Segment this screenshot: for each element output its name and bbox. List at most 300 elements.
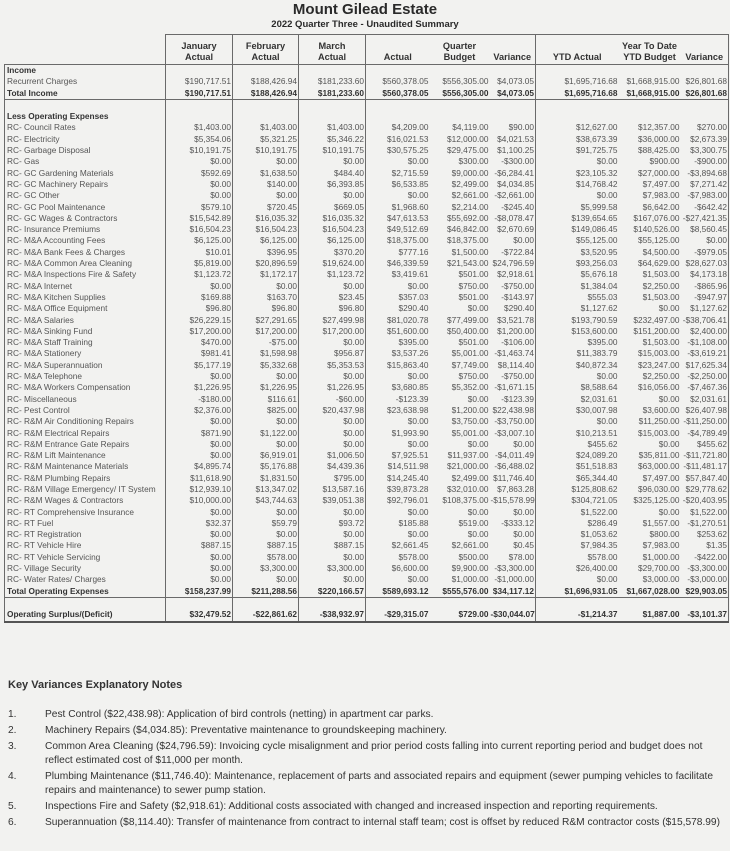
- row-value: $51,518.83: [575, 461, 618, 472]
- row-value: $578.00: [398, 551, 429, 562]
- row-value: $0.00: [596, 574, 618, 585]
- row-value: -$20,403.95: [681, 495, 729, 506]
- row-value: -$2,661.00: [490, 190, 536, 201]
- row-value: -$4,011.49: [490, 450, 536, 461]
- row-value: $1,598.98: [233, 348, 299, 359]
- blank-header: [5, 35, 166, 65]
- table-row: [5, 360, 729, 371]
- row-value: $29,778.62: [681, 484, 729, 495]
- row-value: $77,499.00: [446, 314, 489, 325]
- row-label: RC- GC Gardening Materials: [5, 168, 166, 179]
- row-value: $27,499.98: [299, 315, 366, 326]
- row-value: [490, 65, 536, 77]
- row-value: $3,419.61: [391, 269, 429, 280]
- row-value: $96,030.00: [637, 483, 680, 494]
- row-value: -$3,300.00: [490, 563, 536, 574]
- row-value: $1,503.00: [642, 337, 680, 348]
- row-value: $900.00: [649, 156, 680, 167]
- row-value: $1,226.95: [233, 382, 299, 393]
- row-value: $12,939.10: [166, 484, 233, 495]
- row-value: $46,339.59: [386, 258, 429, 269]
- row-value: $1,006.50: [299, 450, 366, 461]
- row-value: $0.00: [299, 337, 366, 348]
- row-value: $4,073.05: [490, 88, 536, 100]
- row-label: [5, 99, 166, 111]
- operating-surplus-row: [5, 609, 729, 621]
- row-value: $578.00: [233, 552, 299, 563]
- row-value: $3,521.78: [490, 315, 536, 326]
- row-label: RC- Insurance Premiums: [5, 224, 166, 235]
- row-value: $34,117.12: [490, 586, 536, 598]
- row-value: [681, 111, 729, 122]
- row-value: $24,796.59: [490, 258, 536, 269]
- row-value: $500.00: [458, 551, 489, 562]
- row-value: -$4,789.49: [681, 428, 729, 439]
- row-value: $0.00: [407, 156, 429, 167]
- table-row: [5, 76, 729, 87]
- row-label: RC- M&A Inspections Fire & Safety: [5, 269, 166, 280]
- table-row: [5, 405, 729, 416]
- row-value: $5,177.19: [166, 360, 233, 371]
- row-label: RC- R&M Electrical Repairs: [5, 428, 166, 439]
- row-value: -$143.97: [490, 292, 536, 303]
- row-value: $153,600.00: [571, 325, 618, 336]
- row-value: $6,125.00: [299, 235, 366, 246]
- row-value: $96.80: [166, 303, 233, 314]
- note-number: 1.: [8, 709, 17, 720]
- row-value: $2,499.00: [451, 472, 489, 483]
- row-value: $5,346.22: [299, 134, 366, 145]
- row-value: $20,896.59: [233, 258, 299, 269]
- row-value: $2,670.69: [490, 224, 536, 235]
- row-value: $0.00: [490, 235, 536, 246]
- row-label: RC- M&A Internet: [5, 281, 166, 292]
- row-value: $149,086.45: [571, 224, 618, 235]
- row-value: -$6,284.41: [490, 168, 536, 179]
- col-header-ytd-actual: YTD Actual: [536, 35, 619, 65]
- row-value: -$2,250.00: [681, 371, 729, 382]
- note-text: Inspections Fire and Safety ($2,918.61): Additional costs associated with changed and increased inspection and reporting requirements.: [45, 800, 658, 812]
- row-value: $151,200.00: [633, 325, 680, 336]
- row-value: $0.00: [299, 529, 366, 540]
- row-value: -$900.00: [681, 156, 729, 167]
- row-value: $181,233.60: [299, 88, 366, 100]
- row-value: $6,919.01: [233, 450, 299, 461]
- row-value: $0.00: [233, 507, 299, 518]
- row-label: RC- GC Other: [5, 190, 166, 201]
- table-row: [5, 473, 729, 484]
- row-value: $1,053.62: [580, 529, 618, 540]
- row-label: RC- Garbage Disposal: [5, 145, 166, 156]
- spacer-row: [5, 99, 729, 111]
- row-value: $7,925.51: [391, 450, 429, 461]
- col-header-q-budget: Quarter Budget: [430, 35, 490, 65]
- row-value: -$3,007.10: [490, 428, 536, 439]
- note-text: Pest Control ($22,438.98): Application of bird controls (netting) in apartment car parks.: [45, 709, 434, 720]
- row-value: $2,400.00: [681, 326, 729, 337]
- row-value: [166, 99, 233, 111]
- row-value: $0.00: [299, 156, 366, 167]
- table-row: [5, 235, 729, 246]
- row-label: RC- GC Pool Maintenance: [5, 202, 166, 213]
- row-value: -$38,706.41: [681, 315, 729, 326]
- table-row: [5, 495, 729, 506]
- row-value: -$979.05: [681, 247, 729, 258]
- notes-heading: Key Variances Explanatory Notes: [8, 679, 183, 691]
- row-value: $750.00: [458, 371, 489, 382]
- row-value: $158,237.99: [166, 586, 233, 598]
- row-value: $32.37: [166, 518, 233, 529]
- row-value: $3,750.00: [451, 416, 489, 427]
- row-value: [619, 111, 681, 122]
- row-value: $1,968.60: [391, 201, 429, 212]
- row-value: $96.80: [233, 303, 299, 314]
- row-value: $28,627.03: [681, 258, 729, 269]
- table-row: [5, 461, 729, 472]
- row-value: $887.15: [166, 540, 233, 551]
- row-value: $0.00: [299, 507, 366, 518]
- row-value: $556,305.00: [430, 88, 490, 100]
- row-value: [430, 99, 490, 111]
- note-text: Common Area Cleaning ($24,796.59): Invoicing cycle misalignment and prior period costs falling into current reporting period and budget does not reflect estimated cost of $11,000 per month.: [45, 740, 703, 766]
- row-value: -$7,467.36: [681, 382, 729, 393]
- row-value: -$750.00: [490, 371, 536, 382]
- row-value: $455.62: [587, 438, 618, 449]
- note-text: Machinery Repairs ($4,034.85): Preventative maintenance to groundskeeping machinery.: [45, 724, 447, 736]
- row-value: -$422.00: [681, 552, 729, 563]
- row-value: $0.00: [166, 439, 233, 450]
- row-value: $12,627.00: [575, 122, 618, 133]
- row-value: $0.00: [166, 450, 233, 461]
- row-value: [490, 597, 536, 609]
- row-value: -$106.00: [490, 337, 536, 348]
- row-value: $6,642.00: [642, 201, 680, 212]
- total-income-row: [5, 88, 729, 100]
- section-header-income: [5, 65, 729, 77]
- row-value: $578.00: [587, 551, 618, 562]
- row-value: $18,375.00: [386, 235, 429, 246]
- row-value: $16,021.53: [386, 133, 429, 144]
- row-value: $1,384.04: [580, 280, 618, 291]
- table-row: [5, 371, 729, 382]
- row-value: $1,887.00: [619, 609, 681, 621]
- row-value: $21,543.00: [446, 258, 489, 269]
- table-row: [5, 269, 729, 280]
- row-value: $396.95: [233, 247, 299, 258]
- row-value: $11,937.00: [447, 450, 489, 461]
- row-value: $1,695,716.68: [564, 76, 618, 87]
- row-value: $23,247.00: [637, 359, 680, 370]
- row-label: RC- RT Registration: [5, 529, 166, 540]
- table-row: [5, 563, 729, 574]
- row-value: $139,654.65: [571, 212, 618, 223]
- row-value: $15,003.00: [637, 348, 680, 359]
- row-value: -$3,000.00: [681, 574, 729, 585]
- row-label: Recurrent Charges: [5, 76, 166, 87]
- row-value: $13,347.02: [233, 484, 299, 495]
- row-value: $232,497.00: [633, 314, 680, 325]
- table-row: [5, 348, 729, 359]
- row-value: -$947.97: [681, 292, 729, 303]
- row-value: $0.00: [299, 552, 366, 563]
- row-value: $14,245.40: [386, 472, 429, 483]
- row-value: -$3,300.00: [681, 563, 729, 574]
- row-value: $956.87: [299, 348, 366, 359]
- row-value: $795.00: [299, 473, 366, 484]
- row-value: $0.00: [233, 371, 299, 382]
- row-value: $29,903.05: [681, 586, 729, 598]
- row-value: $0.00: [299, 574, 366, 585]
- row-label: RC- R&M Entrance Gate Repairs: [5, 439, 166, 450]
- row-value: $0.00: [233, 156, 299, 167]
- row-value: $16,504.23: [166, 224, 233, 235]
- row-value: $18,375.00: [446, 235, 489, 246]
- row-value: $185.88: [398, 517, 429, 528]
- row-label: RC- M&A Superannuation: [5, 360, 166, 371]
- row-value: $455.62: [681, 439, 729, 450]
- row-value: $140.00: [233, 179, 299, 190]
- row-value: $5,354.06: [166, 134, 233, 145]
- row-value: $5,819.00: [166, 258, 233, 269]
- report-subtitle: 2022 Quarter Three - Unaudited Summary: [271, 19, 459, 30]
- row-value: $2,031.61: [681, 394, 729, 405]
- row-value: $1,403.00: [233, 122, 299, 133]
- section-header-expenses: [5, 111, 729, 122]
- row-value: [299, 597, 366, 609]
- table-row: [5, 156, 729, 167]
- row-label: RC- M&A Accounting Fees: [5, 235, 166, 246]
- row-value: $4,895.74: [166, 461, 233, 472]
- row-label: RC- RT Comprehensive Insurance: [5, 507, 166, 518]
- row-value: $23,638.98: [386, 404, 429, 415]
- row-value: $5,999.58: [580, 201, 618, 212]
- row-value: $5,321.25: [233, 134, 299, 145]
- row-value: $16,504.23: [299, 224, 366, 235]
- row-label: RC- Electricity: [5, 134, 166, 145]
- row-label: Operating Surplus/(Deficit): [5, 609, 166, 621]
- table-row: [5, 190, 729, 201]
- row-value: $2,250.00: [642, 371, 680, 382]
- row-value: $1,127.62: [681, 303, 729, 314]
- table-row: [5, 540, 729, 551]
- table-row: [5, 337, 729, 348]
- row-value: $90.00: [490, 122, 536, 133]
- row-value: $887.15: [299, 540, 366, 551]
- row-value: $108,375.00: [442, 495, 489, 506]
- row-value: [536, 597, 619, 609]
- row-value: $6,125.00: [233, 235, 299, 246]
- row-value: $7,984.35: [580, 540, 618, 551]
- row-value: $2,214.00: [451, 201, 489, 212]
- note-item: [8, 800, 723, 814]
- row-value: $484.40: [299, 168, 366, 179]
- row-value: $4,209.00: [391, 122, 429, 133]
- row-value: $1.35: [681, 540, 729, 551]
- table-row: [5, 428, 729, 439]
- row-label: RC- RT Fuel: [5, 518, 166, 529]
- row-value: $14,511.98: [387, 461, 429, 472]
- row-value: $16,035.32: [299, 213, 366, 224]
- row-value: [233, 65, 299, 77]
- row-value: $0.00: [658, 393, 680, 404]
- row-value: $3,600.00: [642, 404, 680, 415]
- row-label: RC- GC Machinery Repairs: [5, 179, 166, 190]
- row-label: RC- M&A Sinking Fund: [5, 326, 166, 337]
- row-value: [233, 99, 299, 111]
- table-row: [5, 247, 729, 258]
- row-label: RC- R&M Wages & Contractors: [5, 495, 166, 506]
- row-value: $589,693.12: [366, 586, 430, 598]
- row-value: $0.00: [467, 303, 489, 314]
- table-row: [5, 179, 729, 190]
- row-value: $501.00: [458, 291, 489, 302]
- row-value: $0.00: [490, 529, 536, 540]
- row-value: $729.00: [430, 609, 490, 621]
- row-value: -$1,270.51: [681, 518, 729, 529]
- row-value: $36,000.00: [637, 133, 680, 144]
- row-value: $78.00: [490, 552, 536, 563]
- row-value: [681, 99, 729, 111]
- row-value: $395.00: [398, 337, 429, 348]
- row-value: $10,191.75: [166, 145, 233, 156]
- row-value: -$1,000.00: [490, 574, 536, 585]
- row-value: -$6,488.02: [490, 461, 536, 472]
- row-value: $0.00: [233, 190, 299, 201]
- note-number: 2.: [8, 724, 17, 736]
- row-value: $27,000.00: [637, 167, 680, 178]
- spacer-row: [5, 597, 729, 609]
- row-label: RC- GC Wages & Contractors: [5, 213, 166, 224]
- row-value: $5,176.88: [233, 461, 299, 472]
- row-value: $0.00: [166, 190, 233, 201]
- column-header-row: [5, 35, 729, 65]
- table-row: [5, 315, 729, 326]
- row-value: $0.00: [407, 506, 429, 517]
- row-value: $1,403.00: [299, 122, 366, 133]
- row-value: $2,715.59: [391, 167, 429, 178]
- row-value: $3,000.00: [642, 574, 680, 585]
- row-value: $7,983.00: [642, 190, 680, 201]
- row-value: $8,114.40: [490, 360, 536, 371]
- col-header-ytd-budget: Year To Date YTD Budget: [619, 35, 681, 65]
- row-value: -$11,721.80: [681, 450, 729, 461]
- row-value: -$1,214.37: [536, 609, 619, 621]
- row-value: $7,863.28: [490, 484, 536, 495]
- row-value: $1,226.95: [299, 382, 366, 393]
- row-value: $10,000.00: [166, 495, 233, 506]
- row-value: $501.00: [458, 269, 489, 280]
- table-row: [5, 529, 729, 540]
- row-value: $65,344.40: [575, 472, 618, 483]
- notes-list: [8, 708, 723, 831]
- row-value: $0.00: [166, 371, 233, 382]
- row-value: $3,300.00: [233, 563, 299, 574]
- row-value: $0.00: [299, 190, 366, 201]
- row-value: $35,811.00: [638, 450, 680, 461]
- row-value: $0.00: [166, 179, 233, 190]
- row-value: -$7,983.00: [681, 190, 729, 201]
- row-value: $7,983.00: [642, 540, 680, 551]
- row-value: $55,125.00: [575, 235, 618, 246]
- row-value: [233, 111, 299, 122]
- col-header-q-variance: Variance: [490, 35, 536, 65]
- table-row: [5, 507, 729, 518]
- row-value: $19,624.00: [299, 258, 366, 269]
- row-value: $0.00: [299, 371, 366, 382]
- row-value: $8,588.64: [580, 382, 618, 393]
- row-value: -$300.00: [490, 156, 536, 167]
- row-value: $188,426.94: [233, 88, 299, 100]
- row-value: $0.00: [596, 416, 618, 427]
- row-value: $43,744.63: [233, 495, 299, 506]
- col-header-jan: January Actual: [166, 35, 233, 65]
- row-value: $15,542.89: [166, 213, 233, 224]
- row-value: $14,768.42: [575, 178, 618, 189]
- row-value: $325,125.00: [633, 495, 680, 506]
- table-row: [5, 224, 729, 235]
- row-value: $93.72: [299, 518, 366, 529]
- row-value: -$180.00: [166, 394, 233, 405]
- row-value: $15,863.40: [386, 359, 429, 370]
- row-value: $1,668,915.00: [626, 76, 680, 87]
- note-item: [8, 740, 723, 769]
- row-value: $96.80: [299, 303, 366, 314]
- row-value: $9,000.00: [451, 167, 489, 178]
- row-label: [5, 597, 166, 609]
- note-item: [8, 770, 723, 799]
- row-value: $4,021.53: [490, 134, 536, 145]
- row-value: $26,801.68: [681, 88, 729, 100]
- row-value: $190,717.51: [166, 88, 233, 100]
- row-value: $10,191.75: [299, 145, 366, 156]
- row-value: $16,056.00: [637, 382, 680, 393]
- row-value: $88,425.00: [637, 145, 680, 156]
- row-value: $0.00: [233, 439, 299, 450]
- row-value: $0.00: [166, 529, 233, 540]
- row-value: $0.00: [299, 281, 366, 292]
- row-value: $1,503.00: [642, 269, 680, 280]
- row-value: $23,105.32: [575, 167, 618, 178]
- row-value: -$8,078.47: [490, 213, 536, 224]
- row-value: $16,504.23: [233, 224, 299, 235]
- row-value: $2,250.00: [642, 280, 680, 291]
- row-value: $163.70: [233, 292, 299, 303]
- row-value: $1,200.00: [451, 404, 489, 415]
- row-value: $91,725.75: [575, 145, 618, 156]
- row-value: $39,873.28: [386, 483, 429, 494]
- row-value: [166, 111, 233, 122]
- row-value: $47,613.53: [386, 212, 429, 223]
- table-row: [5, 281, 729, 292]
- row-value: $0.00: [658, 438, 680, 449]
- table-row: [5, 574, 729, 585]
- row-value: $1,557.00: [642, 517, 680, 528]
- row-value: $59.79: [233, 518, 299, 529]
- row-value: $981.41: [166, 348, 233, 359]
- row-value: $11,250.00: [638, 416, 680, 427]
- table-row: [5, 134, 729, 145]
- row-value: $7,271.42: [681, 179, 729, 190]
- row-value: $220,166.57: [299, 586, 366, 598]
- row-value: $1,403.00: [166, 122, 233, 133]
- total-expenses-row: [5, 586, 729, 598]
- row-value: $17,200.00: [166, 326, 233, 337]
- row-value: $30,007.98: [575, 404, 618, 415]
- table-row: [5, 213, 729, 224]
- row-label: RC- M&A Stationery: [5, 348, 166, 359]
- note-number: 6.: [8, 816, 17, 828]
- row-value: $26,801.68: [681, 76, 729, 87]
